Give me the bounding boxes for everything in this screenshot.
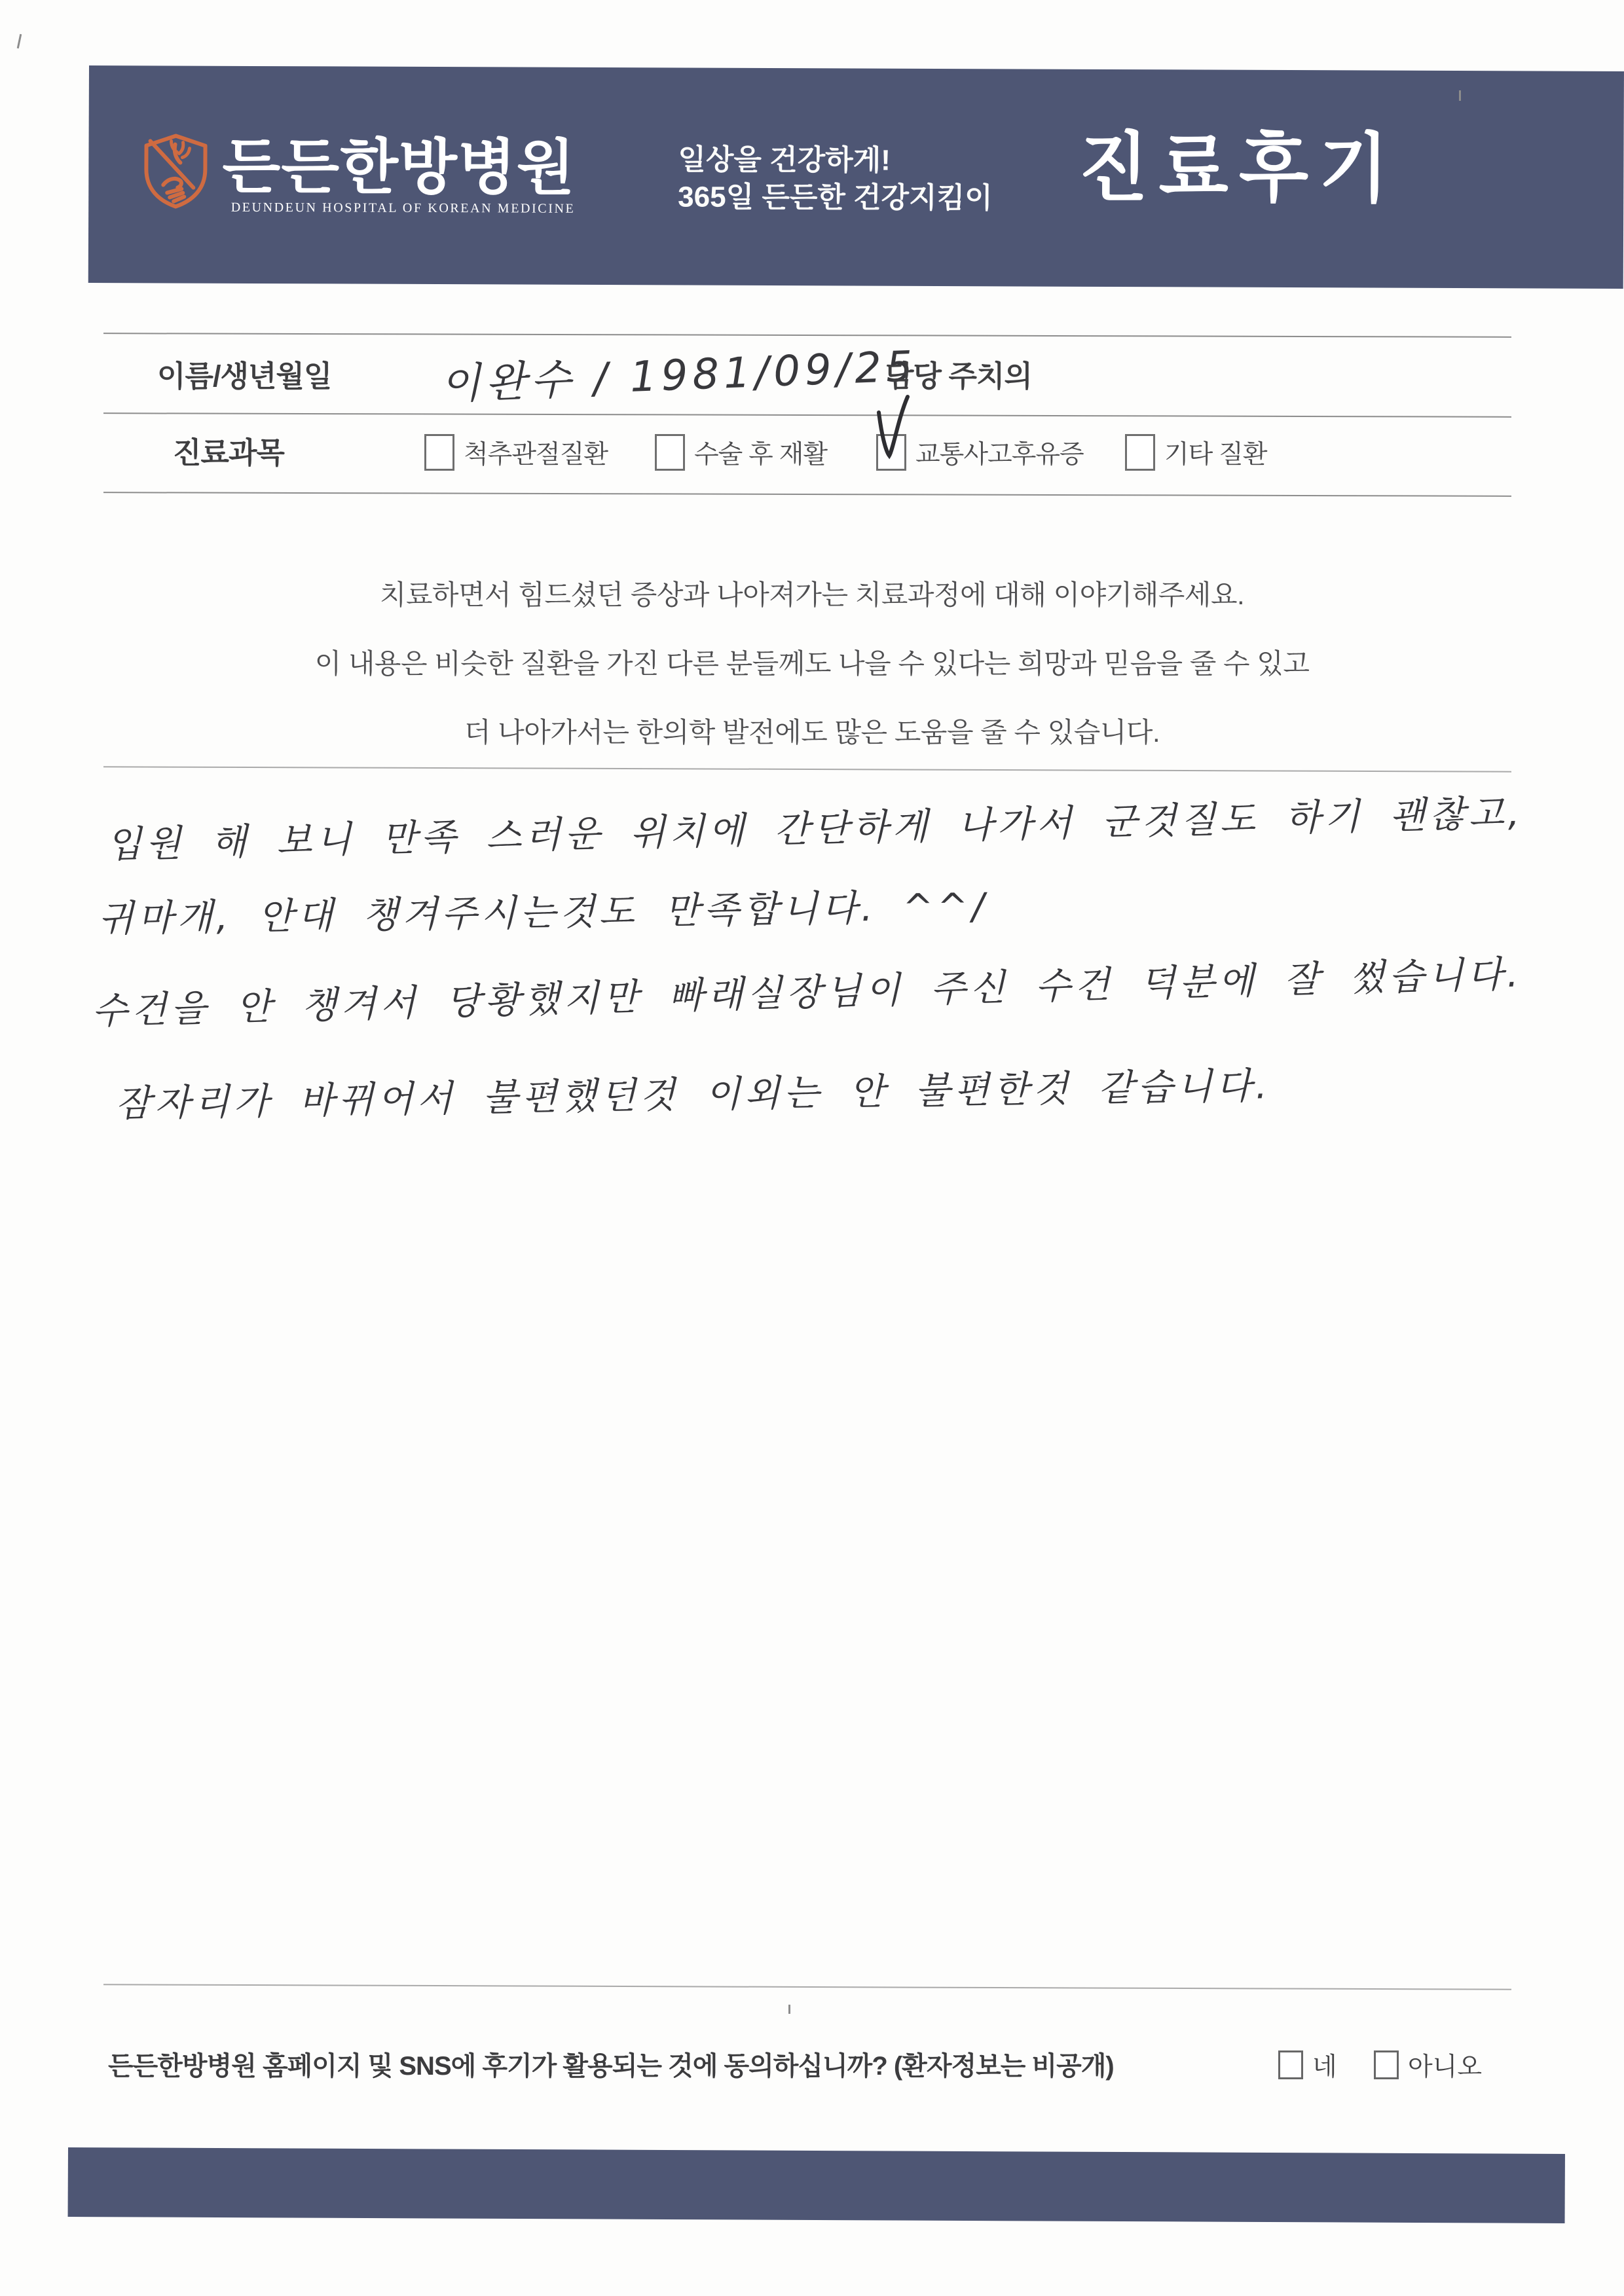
checkbox-consent-yes[interactable] — [1278, 2050, 1303, 2079]
handwritten-review-line-1: 입원 해 보니 만족 스러운 위치에 간단하게 나가서 군것질도 하기 괜찮고, — [105, 792, 1524, 867]
dept-option-other — [1125, 434, 1267, 471]
checkbox-other-disease[interactable] — [1125, 434, 1155, 471]
doctor-label: 담당 주치의 — [885, 359, 1032, 393]
handwritten-name-dob: 이완수 / 1981/09/25 — [439, 342, 918, 409]
hospital-logo-shield-icon — [141, 132, 210, 210]
header-band — [88, 65, 1624, 289]
consent-no-label: 아니오 — [1408, 2053, 1483, 2081]
checkbox-label: 기타 질환 — [1164, 441, 1267, 469]
consent-question: 든든한방병원 홈페이지 및 SNS에 후기가 활용되는 것에 동의하십니까? (환자정보는 비공개) — [108, 2052, 1114, 2081]
checkbox-label: 척추관절질환 — [464, 441, 608, 469]
handwritten-review-line-4: 잠자리가 바뀌어서 불편했던것 이외는 안 불편한것 같습니다. — [115, 1065, 1272, 1125]
scan-artifact — [1459, 90, 1461, 101]
checkbox-consent-no[interactable] — [1374, 2050, 1399, 2079]
handwritten-checkmark-icon — [872, 393, 923, 471]
footer-divider — [103, 1984, 1511, 1990]
hospital-name-english: DEUNDEUN HOSPITAL OF KOREAN MEDICINE — [231, 200, 576, 216]
department-label: 진료과목 — [173, 436, 284, 469]
hospital-name: 든든한방병원 — [222, 133, 576, 202]
instruction-line-2: 이 내용은 비슷한 질환을 가진 다른 분들께도 나을 수 있다는 희망과 믿음을 줄 수 있고 — [314, 648, 1310, 679]
consent-option-yes — [1278, 2047, 1337, 2083]
divider-middle — [103, 412, 1511, 418]
instruction-line-3: 더 나아가서는 한의학 발전에도 많은 도움을 줄 수 있습니다. — [464, 717, 1160, 748]
footer-band — [68, 2147, 1565, 2223]
tagline-line-2: 365일 든든한 건강지킴이 — [678, 181, 993, 215]
handwritten-review-line-2: 귀마개, 안대 챙겨주시는것도 만족합니다. ^^/ — [98, 885, 989, 941]
instruction-line-1: 치료하면서 힘드셨던 증상과 나아져가는 치료과정에 대해 이야기해주세요. — [379, 579, 1245, 610]
page-title: 진료후기 — [1079, 125, 1399, 211]
hospital-brand — [222, 133, 576, 217]
checkbox-label: 교통사고후유증 — [915, 441, 1084, 469]
scan-artifact — [788, 2005, 790, 2014]
consent-yes-label: 네 — [1312, 2053, 1337, 2081]
checkbox-spine-joint[interactable] — [424, 434, 454, 471]
dept-option-spine-joint — [424, 434, 608, 471]
divider-bottom — [103, 492, 1511, 497]
tagline-line-1: 일상을 건강하게! — [678, 143, 891, 177]
handwritten-review-line-3: 수건을 안 챙겨서 당황했지만 빠래실장님이 주신 수건 덕분에 잘 썼습니다. — [91, 953, 1523, 1033]
review-area-divider — [103, 766, 1511, 773]
hospital-tagline — [678, 141, 993, 217]
name-dob-label: 이름/생년월일 — [157, 359, 332, 393]
dept-option-post-surgery-rehab — [655, 434, 827, 471]
instruction-paragraph — [105, 560, 1519, 767]
checkbox-label: 수술 후 재활 — [694, 441, 828, 469]
consent-option-no — [1374, 2047, 1482, 2083]
checkbox-post-surgery-rehab[interactable] — [655, 434, 685, 471]
scan-artifact — [17, 34, 22, 48]
